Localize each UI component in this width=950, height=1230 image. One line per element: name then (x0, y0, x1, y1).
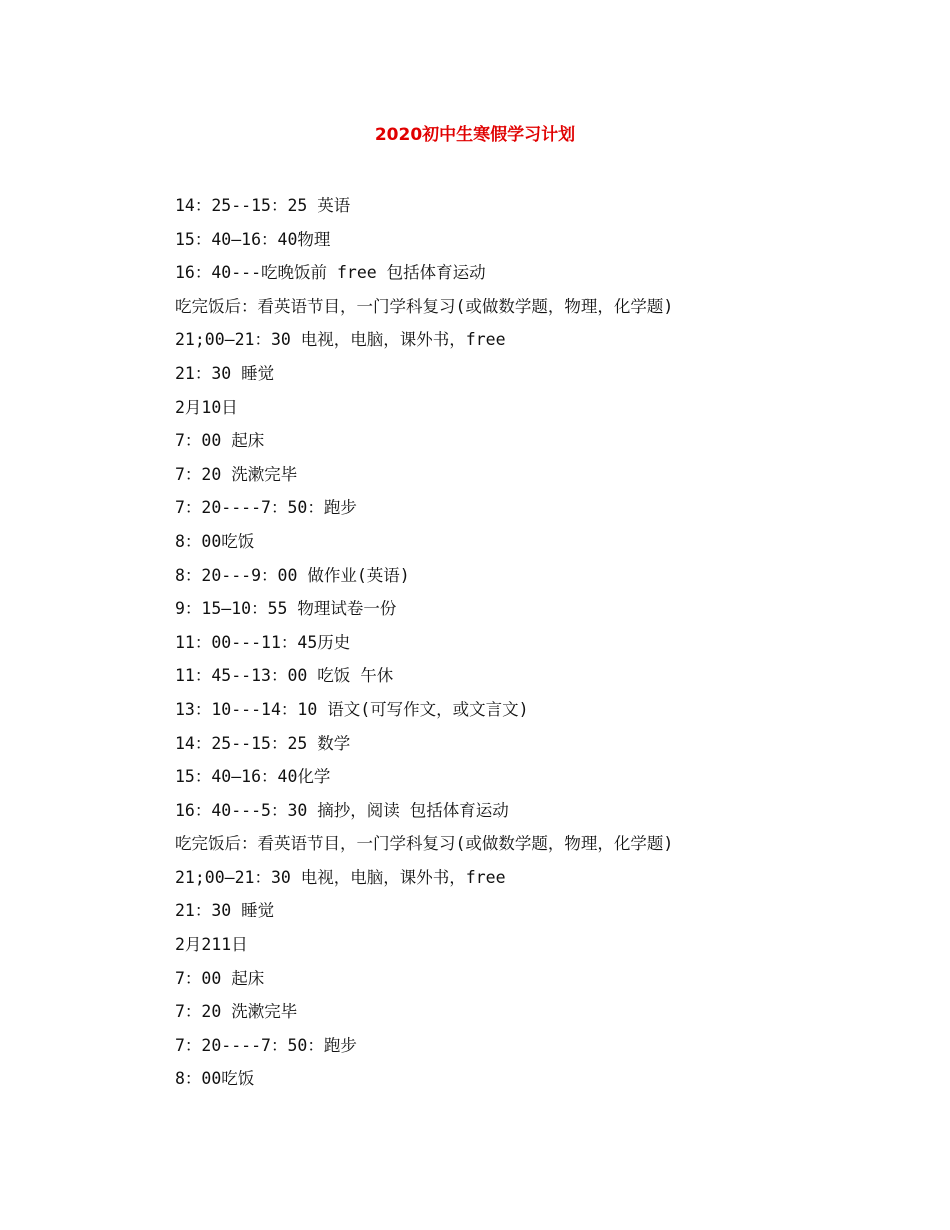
schedule-line: 8：00吃饭 (175, 531, 255, 551)
schedule-line: 7：20----7：50：跑步 (175, 1035, 357, 1055)
schedule-line: 16：40---吃晚饭前 free 包括体育运动 (175, 263, 486, 283)
schedule-line: 9：15—10：55 物理试卷一份 (175, 599, 397, 619)
schedule-line: 8：20---9：00 做作业(英语) (175, 565, 410, 585)
schedule-line: 13：10---14：10 语文(可写作文，或文言文) (175, 699, 529, 719)
schedule-line: 吃完饭后：看英语节目，一门学科复习(或做数学题，物理，化学题) (175, 834, 674, 854)
schedule-line: 8：00吃饭 (175, 1069, 255, 1089)
document-title: 2020初中生寒假学习计划 (374, 125, 576, 145)
schedule-line: 7：20----7：50：跑步 (175, 498, 357, 518)
schedule-line: 21：30 睡觉 (175, 363, 275, 383)
schedule-line: 2月10日 (175, 397, 238, 417)
schedule-line: 7：20 洗漱完毕 (175, 464, 298, 484)
schedule-line: 7：00 起床 (175, 968, 265, 988)
schedule-line: 21;00—21：30 电视，电脑，课外书，free (175, 867, 506, 887)
schedule-line: 吃完饭后：看英语节目，一门学科复习(或做数学题，物理，化学题) (175, 296, 674, 316)
schedule-line: 14：25--15：25 数学 (175, 733, 351, 753)
schedule-line: 21;00—21：30 电视，电脑，课外书，free (175, 330, 506, 350)
schedule-line: 11：00---11：45历史 (175, 632, 351, 652)
schedule-line: 15：40—16：40物理 (175, 229, 331, 249)
schedule-line: 11：45--13：00 吃饭 午休 (175, 666, 394, 686)
schedule-list (175, 194, 875, 1101)
schedule-line: 7：20 洗漱完毕 (175, 1002, 298, 1022)
schedule-line: 21：30 睡觉 (175, 901, 275, 921)
schedule-line: 7：00 起床 (175, 431, 265, 451)
schedule-line: 16：40---5：30 摘抄，阅读 包括体育运动 (175, 800, 509, 820)
schedule-line: 15：40—16：40化学 (175, 767, 331, 787)
schedule-line: 14：25--15：25 英语 (175, 196, 351, 215)
schedule-line: 2月211日 (175, 935, 248, 955)
